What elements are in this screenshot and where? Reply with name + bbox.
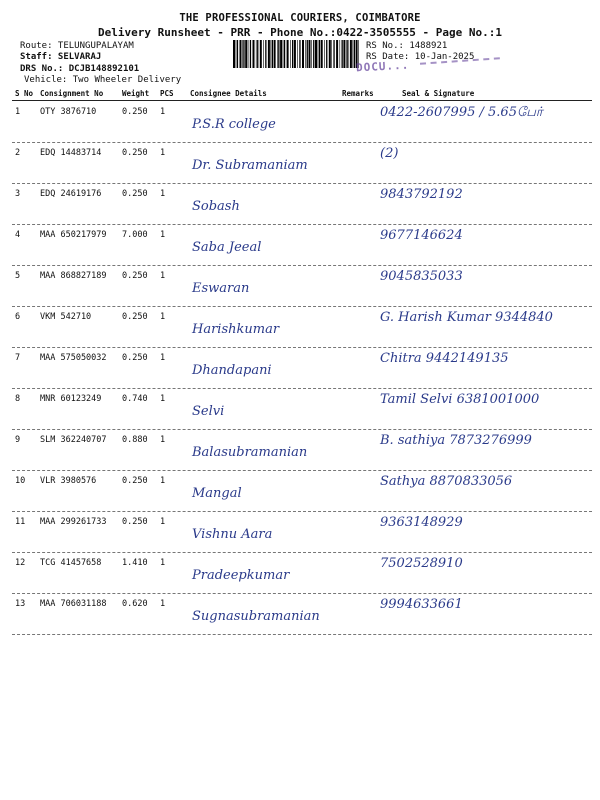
col-remarks: Remarks — [342, 89, 374, 98]
row-consignment-no: EDQ 14483714 — [40, 148, 102, 158]
row-weight: 0.620 — [122, 599, 148, 609]
table-row — [12, 388, 592, 430]
row-sno: 10 — [15, 476, 26, 486]
table-row — [12, 470, 592, 512]
row-sno: 7 — [15, 353, 21, 363]
row-pcs: 1 — [160, 148, 166, 158]
table-row — [12, 306, 592, 348]
table-header — [12, 86, 592, 101]
row-pcs: 1 — [160, 394, 166, 404]
row-consignment-no: VKM 542710 — [40, 312, 92, 322]
row-pcs: 1 — [160, 476, 166, 486]
rs-number: RS No.: 1488921 — [366, 41, 448, 51]
row-consignment-no: EDQ 24619176 — [40, 189, 102, 199]
col-weight: Weight — [122, 89, 150, 98]
row-sno: 6 — [15, 312, 21, 322]
row-pcs: 1 — [160, 599, 166, 609]
row-sno: 2 — [15, 148, 21, 158]
row-consignment-no: TCG 41457658 — [40, 558, 102, 568]
row-consignee-handwritten: Harishkumar — [192, 322, 280, 337]
route-label: Route: TELUNGUPALAYAM — [20, 41, 134, 51]
row-weight: 0.250 — [122, 312, 148, 322]
row-sno: 12 — [15, 558, 26, 568]
row-sno: 13 — [15, 599, 26, 609]
row-consignee-handwritten: Dr. Subramaniam — [192, 158, 308, 173]
table-row — [12, 429, 592, 471]
row-weight: 0.250 — [122, 148, 148, 158]
row-consignment-no: VLR 3980576 — [40, 476, 97, 486]
row-weight: 0.250 — [122, 353, 148, 363]
row-consignee-handwritten: Selvi — [192, 404, 225, 419]
runsheet-title: Delivery Runsheet - PRR - Phone No.:0422-3505555 - Page No.:1 — [98, 26, 502, 39]
row-consignee-handwritten: Balasubramanian — [192, 445, 308, 460]
row-signature-handwritten: 0422-2607995 / 5.65பேர் — [380, 105, 543, 120]
col-pcs: PCS — [160, 89, 174, 98]
col-sno: S No — [15, 89, 34, 98]
row-consignment-no: OTY 3876710 — [40, 107, 97, 117]
row-consignee-handwritten: Eswaran — [192, 281, 250, 296]
row-signature-handwritten: Sathya 8870833056 — [380, 474, 513, 489]
row-pcs: 1 — [160, 517, 166, 527]
row-sno: 5 — [15, 271, 21, 281]
row-sno: 1 — [15, 107, 21, 117]
row-pcs: 1 — [160, 435, 166, 445]
table-row — [12, 265, 592, 307]
drs-number: DRS No.: DCJB148892101 — [20, 64, 140, 74]
staff-label: Staff: SELVARAJ — [20, 52, 102, 62]
row-consignment-no: MAA 299261733 — [40, 517, 107, 527]
col-consignee: Consignee Details — [190, 89, 267, 98]
row-consignee-handwritten: Vishnu Aara — [192, 527, 273, 542]
row-weight: 0.250 — [122, 476, 148, 486]
row-weight: 0.740 — [122, 394, 148, 404]
row-weight: 0.250 — [122, 107, 148, 117]
row-weight: 0.880 — [122, 435, 148, 445]
row-signature-handwritten: 9677146624 — [380, 228, 463, 243]
row-pcs: 1 — [160, 353, 166, 363]
row-signature-handwritten: (2) — [380, 146, 399, 161]
row-sno: 8 — [15, 394, 21, 404]
row-signature-handwritten: 9045835033 — [380, 269, 463, 284]
row-pcs: 1 — [160, 189, 166, 199]
row-signature-handwritten: G. Harish Kumar 9344840 — [380, 310, 553, 325]
row-pcs: 1 — [160, 312, 166, 322]
table-row — [12, 511, 592, 553]
row-consignment-no: MAA 706031188 — [40, 599, 107, 609]
row-consignee-handwritten: Sugnasubramanian — [192, 609, 320, 624]
row-consignee-handwritten: Sobash — [192, 199, 240, 214]
table-row — [12, 552, 592, 594]
delivery-stamp: DOCU... — [355, 58, 410, 75]
row-weight: 1.410 — [122, 558, 148, 568]
row-signature-handwritten: 7502528910 — [380, 556, 463, 571]
table-row — [12, 593, 592, 635]
row-pcs: 1 — [160, 271, 166, 281]
row-weight: 0.250 — [122, 517, 148, 527]
row-sno: 3 — [15, 189, 21, 199]
row-signature-handwritten: 9843792192 — [380, 187, 463, 202]
row-sno: 11 — [15, 517, 26, 527]
row-consignee-handwritten: Mangal — [192, 486, 242, 501]
row-signature-handwritten: B. sathiya 7873276999 — [380, 433, 532, 448]
row-consignment-no: SLM 362240707 — [40, 435, 107, 445]
row-pcs: 1 — [160, 558, 166, 568]
row-consignee-handwritten: P.S.R college — [192, 117, 276, 132]
row-weight: 0.250 — [122, 271, 148, 281]
row-consignment-no: MAA 868827189 — [40, 271, 107, 281]
row-signature-handwritten: Chitra 9442149135 — [380, 351, 509, 366]
row-consignee-handwritten: Pradeepkumar — [192, 568, 290, 583]
row-pcs: 1 — [160, 107, 166, 117]
row-pcs: 1 — [160, 230, 166, 240]
row-consignee-handwritten: Dhandapani — [192, 363, 272, 378]
row-signature-handwritten: 9363148929 — [380, 515, 463, 530]
table-row — [12, 224, 592, 266]
row-consignment-no: MAA 650217979 — [40, 230, 107, 240]
rs-date: RS Date: 10-Jan-2025 — [366, 52, 475, 62]
row-signature-handwritten: Tamil Selvi 6381001000 — [380, 392, 540, 407]
row-consignment-no: MNR 60123249 — [40, 394, 102, 404]
table-row — [12, 347, 592, 389]
row-weight: 0.250 — [122, 189, 148, 199]
row-consignee-handwritten: Saba Jeeal — [192, 240, 262, 255]
row-sno: 4 — [15, 230, 21, 240]
row-sno: 9 — [15, 435, 21, 445]
row-weight: 7.000 — [122, 230, 148, 240]
table-row — [12, 142, 592, 184]
col-seal-signature: Seal & Signature — [402, 89, 475, 98]
table-row — [12, 183, 592, 225]
table-row — [12, 101, 592, 143]
barcode-image — [233, 40, 361, 68]
row-consignment-no: MAA 575050032 — [40, 353, 107, 363]
company-name: THE PROFESSIONAL COURIERS, COIMBATORE — [179, 12, 421, 24]
vehicle-label: Vehicle: Two Wheeler Delivery — [24, 75, 182, 85]
row-signature-handwritten: 9994633661 — [380, 597, 463, 612]
col-consignment: Consignment No — [40, 89, 104, 98]
